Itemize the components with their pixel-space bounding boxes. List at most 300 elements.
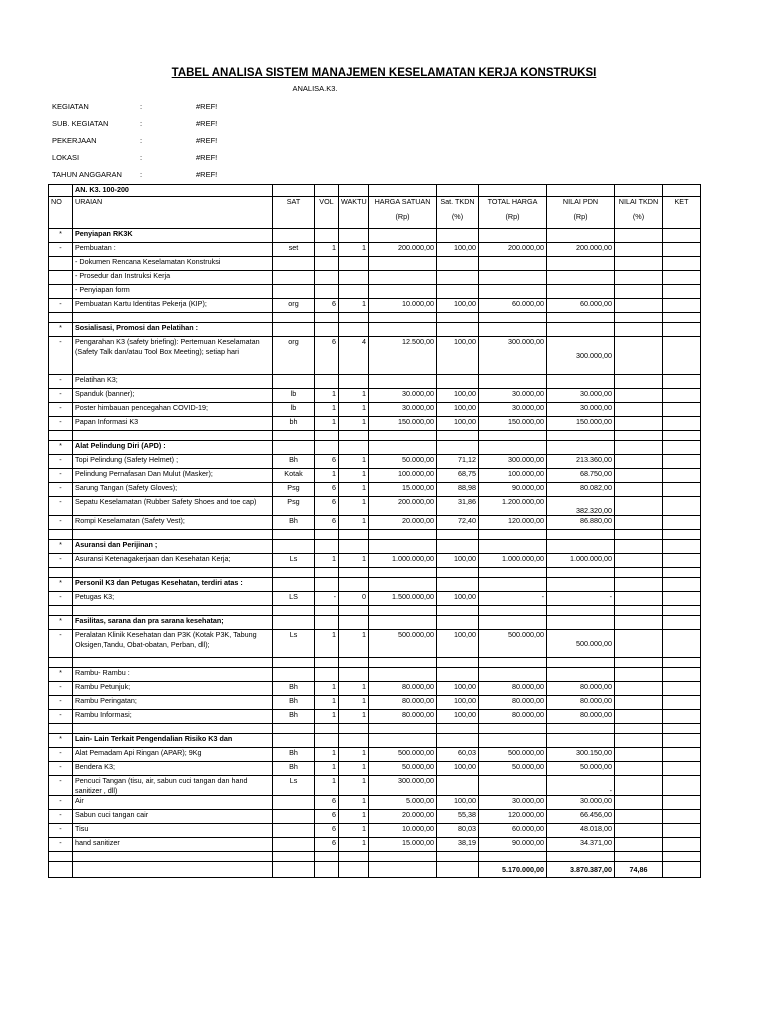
row-nilai-pdn: 30.000,00	[547, 796, 615, 810]
row-total-harga: 1.000.000,00	[479, 554, 547, 568]
row-total-harga	[479, 852, 547, 862]
page-title: TABEL ANALISA SISTEM MANAJEMEN KESELAMATAN KERJA KONSTRUKSI	[171, 67, 597, 79]
row-nilai-pdn: 34.371,00	[547, 838, 615, 852]
meta-colon: :	[140, 119, 143, 128]
row-harga-satuan: 5.000,00	[369, 796, 437, 810]
row-sat-tkdn	[437, 852, 479, 862]
row-total-harga: 500.000,00	[479, 748, 547, 762]
row-sat-tkdn	[437, 540, 479, 554]
row-ket	[663, 616, 701, 630]
row-ket	[663, 441, 701, 455]
row-nilai-pdn: 200.000,00	[547, 243, 615, 257]
row-no: *	[49, 578, 73, 592]
row-total-harga: 30.000,00	[479, 796, 547, 810]
col-header: NILAI TKDN	[615, 197, 663, 212]
row-waktu: 4	[339, 337, 369, 375]
row-no	[49, 431, 73, 441]
row-sat: Bh	[273, 710, 315, 724]
row-sat	[273, 313, 315, 323]
row-vol: 1	[315, 417, 339, 431]
row-nilai-tkdn	[615, 285, 663, 299]
row-waktu	[339, 271, 369, 285]
row-uraian: Rambu Petunjuk;	[73, 682, 273, 696]
col-header: NO	[49, 197, 73, 212]
row-nilai-tkdn	[615, 243, 663, 257]
row-total-harga: 90.000,00	[479, 838, 547, 852]
row-nilai-tkdn	[615, 455, 663, 469]
row-nilai-tkdn	[615, 592, 663, 606]
row-uraian: Topi Pelindung (Safety Helmet) ;	[73, 455, 273, 469]
row-sat-tkdn	[437, 313, 479, 323]
row-uraian: Sarung Tangan (Safety Gloves);	[73, 483, 273, 497]
row-sat: Psg	[273, 497, 315, 516]
row-nilai-pdn	[547, 271, 615, 285]
row-total-harga: 90.000,00	[479, 483, 547, 497]
row-nilai-tkdn	[615, 748, 663, 762]
row-harga-satuan	[369, 530, 437, 540]
row-nilai-tkdn	[615, 578, 663, 592]
row-nilai-pdn	[547, 229, 615, 243]
row-harga-satuan	[369, 724, 437, 734]
row-nilai-tkdn	[615, 431, 663, 441]
col-subheader	[49, 212, 73, 229]
col-header: NILAI PDN	[547, 197, 615, 212]
row-ket	[663, 668, 701, 682]
row-no: *	[49, 616, 73, 630]
row-no	[49, 257, 73, 271]
row-nilai-pdn	[547, 578, 615, 592]
row-nilai-pdn: 300.150,00	[547, 748, 615, 762]
row-waktu: 1	[339, 497, 369, 516]
row-nilai-tkdn	[615, 323, 663, 337]
row-uraian: Pembuatan :	[73, 243, 273, 257]
row-no: *	[49, 229, 73, 243]
row-nilai-tkdn	[615, 337, 663, 375]
table-row	[49, 592, 701, 606]
row-uraian: Sabun cuci tangan cair	[73, 810, 273, 824]
col-subheader: (Rp)	[479, 212, 547, 229]
row-harga-satuan: 15.000,00	[369, 838, 437, 852]
row-no: -	[49, 776, 73, 796]
row-waktu	[339, 257, 369, 271]
total-harga-satuan	[369, 862, 437, 878]
row-waktu: 1	[339, 516, 369, 530]
row-nilai-tkdn	[615, 630, 663, 658]
row-ket	[663, 323, 701, 337]
row-harga-satuan	[369, 441, 437, 455]
row-uraian	[73, 724, 273, 734]
meta-value: #REF!	[196, 102, 218, 111]
row-sat	[273, 540, 315, 554]
meta-label: PEKERJAAN	[52, 136, 97, 145]
row-sat	[273, 271, 315, 285]
row-no: -	[49, 469, 73, 483]
row-nilai-tkdn	[615, 257, 663, 271]
row-no: -	[49, 696, 73, 710]
row-waktu	[339, 375, 369, 389]
row-nilai-pdn	[547, 606, 615, 616]
row-sat-tkdn: 100,00	[437, 592, 479, 606]
row-vol	[315, 578, 339, 592]
total-sat	[273, 862, 315, 878]
row-harga-satuan: 300.000,00	[369, 776, 437, 796]
row-ket	[663, 497, 701, 516]
table-row	[49, 824, 701, 838]
row-harga-satuan	[369, 578, 437, 592]
row-harga-satuan	[369, 323, 437, 337]
row-ket	[663, 838, 701, 852]
row-total-harga: 150.000,00	[479, 417, 547, 431]
row-vol	[315, 734, 339, 748]
table-row	[49, 497, 701, 516]
row-harga-satuan: 80.000,00	[369, 682, 437, 696]
row-no: -	[49, 375, 73, 389]
row-ket	[663, 748, 701, 762]
row-nilai-tkdn	[615, 796, 663, 810]
table-row	[49, 403, 701, 417]
col-header: SAT	[273, 197, 315, 212]
row-harga-satuan: 20.000,00	[369, 516, 437, 530]
row-waktu	[339, 606, 369, 616]
row-uraian: Pengarahan K3 (safety briefing): Pertemuan Keselamatan (Safety Talk dan/atau Tool Box Meeting); setiap hari	[73, 337, 273, 375]
row-vol	[315, 606, 339, 616]
row-no: -	[49, 243, 73, 257]
row-sat: Ls	[273, 630, 315, 658]
row-total-harga	[479, 578, 547, 592]
row-harga-satuan	[369, 668, 437, 682]
row-ket	[663, 243, 701, 257]
row-waktu	[339, 313, 369, 323]
row-sat-tkdn: 38,19	[437, 838, 479, 852]
row-nilai-tkdn	[615, 554, 663, 568]
row-no	[49, 606, 73, 616]
table-row	[49, 796, 701, 810]
total-nilai-pdn: 3.870.387,00	[547, 862, 615, 878]
row-vol	[315, 616, 339, 630]
row-no: -	[49, 497, 73, 516]
row-total-harga	[479, 530, 547, 540]
row-ket	[663, 431, 701, 441]
row-vol	[315, 285, 339, 299]
row-harga-satuan	[369, 616, 437, 630]
row-sat: Psg	[273, 483, 315, 497]
row-vol: 6	[315, 796, 339, 810]
row-nilai-tkdn	[615, 389, 663, 403]
row-harga-satuan	[369, 313, 437, 323]
table-row	[49, 243, 701, 257]
row-sat: set	[273, 243, 315, 257]
row-vol: 6	[315, 838, 339, 852]
total-uraian	[73, 862, 273, 878]
row-sat-tkdn: 68,75	[437, 469, 479, 483]
row-ket	[663, 630, 701, 658]
row-sat-tkdn: 100,00	[437, 554, 479, 568]
row-uraian	[73, 606, 273, 616]
row-sat-tkdn	[437, 616, 479, 630]
row-ket	[663, 516, 701, 530]
row-uraian	[73, 852, 273, 862]
row-sat-tkdn	[437, 271, 479, 285]
row-vol: 1	[315, 696, 339, 710]
row-harga-satuan: 80.000,00	[369, 696, 437, 710]
row-waktu: 1	[339, 762, 369, 776]
row-uraian: Bendera K3;	[73, 762, 273, 776]
row-sat-tkdn: 88,98	[437, 483, 479, 497]
table-row	[49, 616, 701, 630]
row-ket	[663, 724, 701, 734]
table-row	[49, 668, 701, 682]
analysis-table	[48, 184, 701, 878]
row-total-harga	[479, 776, 547, 796]
row-no	[49, 313, 73, 323]
row-sat-tkdn: 100,00	[437, 243, 479, 257]
row-total-harga: 50.000,00	[479, 762, 547, 776]
row-nilai-tkdn	[615, 696, 663, 710]
row-nilai-pdn: 60.000,00	[547, 299, 615, 313]
col-header: WAKTU	[339, 197, 369, 212]
row-no	[49, 724, 73, 734]
row-no: -	[49, 710, 73, 724]
row-sat-tkdn: 60,03	[437, 748, 479, 762]
row-vol: 6	[315, 516, 339, 530]
row-sat: Bh	[273, 516, 315, 530]
row-nilai-pdn	[547, 568, 615, 578]
row-nilai-pdn	[547, 285, 615, 299]
table-row	[49, 469, 701, 483]
row-no: -	[49, 455, 73, 469]
row-vol: 1	[315, 682, 339, 696]
row-uraian: Lain- Lain Terkait Pengendalian Risiko K3 dan	[73, 734, 273, 748]
row-vol: 1	[315, 710, 339, 724]
row-harga-satuan: 200.000,00	[369, 497, 437, 516]
row-sat: LS	[273, 592, 315, 606]
table-row	[49, 417, 701, 431]
row-sat	[273, 431, 315, 441]
row-sat	[273, 568, 315, 578]
row-nilai-tkdn	[615, 734, 663, 748]
row-sat-tkdn: 55,38	[437, 810, 479, 824]
meta-value: #REF!	[196, 153, 218, 162]
meta-row	[52, 153, 276, 170]
row-nilai-tkdn	[615, 229, 663, 243]
row-ket	[663, 592, 701, 606]
row-waktu: 1	[339, 630, 369, 658]
row-total-harga: 30.000,00	[479, 403, 547, 417]
row-harga-satuan: 1.500.000,00	[369, 592, 437, 606]
row-total-harga	[479, 658, 547, 668]
row-sat: Ls	[273, 776, 315, 796]
row-sat-tkdn: 100,00	[437, 389, 479, 403]
total-no	[49, 862, 73, 878]
row-sat-tkdn	[437, 658, 479, 668]
row-harga-satuan	[369, 852, 437, 862]
row-no: -	[49, 417, 73, 431]
row-waktu	[339, 540, 369, 554]
row-total-harga: 100.000,00	[479, 469, 547, 483]
meta-label: TAHUN ANGGARAN	[52, 170, 122, 179]
row-vol: 1	[315, 403, 339, 417]
row-ket	[663, 271, 701, 285]
table-row	[49, 748, 701, 762]
row-ket	[663, 530, 701, 540]
row-waktu: 1	[339, 696, 369, 710]
row-nilai-tkdn	[615, 299, 663, 313]
row-total-harga: 30.000,00	[479, 389, 547, 403]
row-nilai-tkdn	[615, 824, 663, 838]
total-nilai-tkdn: 74,86	[615, 862, 663, 878]
row-no: -	[49, 516, 73, 530]
row-total-harga: 1.200.000,00	[479, 497, 547, 516]
row-no: -	[49, 299, 73, 313]
col-subheader: (%)	[615, 212, 663, 229]
row-no: -	[49, 796, 73, 810]
row-no	[49, 658, 73, 668]
row-nilai-pdn: 150.000,00	[547, 417, 615, 431]
row-nilai-tkdn	[615, 724, 663, 734]
row-vol: 6	[315, 810, 339, 824]
row-vol: 1	[315, 776, 339, 796]
row-ket	[663, 403, 701, 417]
row-nilai-pdn: 382.320,00	[547, 497, 615, 516]
row-no: -	[49, 389, 73, 403]
row-harga-satuan: 80.000,00	[369, 710, 437, 724]
code-row	[49, 185, 701, 197]
col-header: Sat. TKDN	[437, 197, 479, 212]
row-no: -	[49, 762, 73, 776]
row-uraian: Pelatihan K3;	[73, 375, 273, 389]
row-total-harga	[479, 724, 547, 734]
row-vol	[315, 568, 339, 578]
row-uraian: Alat Pelindung Diri (APD) :	[73, 441, 273, 455]
row-harga-satuan: 15.000,00	[369, 483, 437, 497]
row-waktu	[339, 734, 369, 748]
row-sat-tkdn: 100,00	[437, 337, 479, 375]
col-subheader	[73, 212, 273, 229]
row-waktu	[339, 530, 369, 540]
row-ket	[663, 606, 701, 616]
row-nilai-pdn	[547, 616, 615, 630]
row-nilai-tkdn	[615, 530, 663, 540]
row-harga-satuan: 30.000,00	[369, 403, 437, 417]
row-vol: 6	[315, 299, 339, 313]
row-harga-satuan	[369, 229, 437, 243]
row-harga-satuan	[369, 734, 437, 748]
row-vol	[315, 271, 339, 285]
row-harga-satuan: 20.000,00	[369, 810, 437, 824]
meta-row	[52, 102, 276, 119]
row-no	[49, 568, 73, 578]
row-nilai-pdn	[547, 734, 615, 748]
row-waktu: 1	[339, 710, 369, 724]
meta-value: #REF!	[196, 119, 218, 128]
table-row	[49, 696, 701, 710]
table-row	[49, 658, 701, 668]
row-nilai-tkdn	[615, 469, 663, 483]
row-sat	[273, 616, 315, 630]
totals-row	[49, 862, 701, 878]
row-ket	[663, 762, 701, 776]
row-nilai-tkdn	[615, 375, 663, 389]
row-harga-satuan: 1.000.000,00	[369, 554, 437, 568]
row-sat-tkdn	[437, 441, 479, 455]
row-ket	[663, 824, 701, 838]
row-nilai-pdn: 86.880,00	[547, 516, 615, 530]
meta-value: #REF!	[196, 136, 218, 145]
row-harga-satuan	[369, 271, 437, 285]
row-vol	[315, 313, 339, 323]
row-nilai-tkdn	[615, 762, 663, 776]
row-nilai-pdn: -	[547, 592, 615, 606]
row-harga-satuan	[369, 568, 437, 578]
row-nilai-pdn: 80.000,00	[547, 682, 615, 696]
row-waktu: 1	[339, 243, 369, 257]
row-uraian: - Prosedur dan Instruksi Kerja	[73, 271, 273, 285]
row-sat: Ls	[273, 554, 315, 568]
row-nilai-tkdn	[615, 417, 663, 431]
table-row	[49, 852, 701, 862]
row-nilai-pdn: 48.018,00	[547, 824, 615, 838]
row-nilai-pdn	[547, 668, 615, 682]
row-sat: Bh	[273, 762, 315, 776]
row-total-harga: 300.000,00	[479, 337, 547, 375]
row-ket	[663, 658, 701, 668]
row-no: -	[49, 824, 73, 838]
row-harga-satuan	[369, 540, 437, 554]
row-uraian: Papan Informasi K3	[73, 417, 273, 431]
row-sat	[273, 285, 315, 299]
row-sat-tkdn: 100,00	[437, 417, 479, 431]
row-nilai-pdn: 300.000,00	[547, 337, 615, 375]
table-row	[49, 313, 701, 323]
row-ket	[663, 483, 701, 497]
meta-label: KEGIATAN	[52, 102, 89, 111]
row-ket	[663, 285, 701, 299]
row-no: *	[49, 540, 73, 554]
row-uraian	[73, 658, 273, 668]
row-harga-satuan	[369, 285, 437, 299]
table-row	[49, 389, 701, 403]
col-subheader	[339, 212, 369, 229]
row-harga-satuan	[369, 431, 437, 441]
meta-row	[52, 136, 276, 153]
row-uraian: hand sanitizer	[73, 838, 273, 852]
row-uraian: Pelindung Pernafasan Dan Mulut (Masker);	[73, 469, 273, 483]
row-no: -	[49, 483, 73, 497]
table-row	[49, 540, 701, 554]
row-waktu	[339, 285, 369, 299]
table-row	[49, 323, 701, 337]
row-no: -	[49, 810, 73, 824]
row-waktu: 0	[339, 592, 369, 606]
row-vol	[315, 658, 339, 668]
subheader-row	[49, 212, 701, 229]
row-no	[49, 852, 73, 862]
row-waktu	[339, 568, 369, 578]
total-sat-tkdn	[437, 862, 479, 878]
meta-label: LOKASI	[52, 153, 80, 162]
row-no: -	[49, 748, 73, 762]
col-subheader	[315, 212, 339, 229]
row-sat-tkdn	[437, 375, 479, 389]
row-ket	[663, 710, 701, 724]
row-ket	[663, 810, 701, 824]
row-sat-tkdn	[437, 724, 479, 734]
row-waktu: 1	[339, 469, 369, 483]
row-ket	[663, 469, 701, 483]
row-sat	[273, 530, 315, 540]
row-vol: 6	[315, 483, 339, 497]
row-nilai-tkdn	[615, 403, 663, 417]
